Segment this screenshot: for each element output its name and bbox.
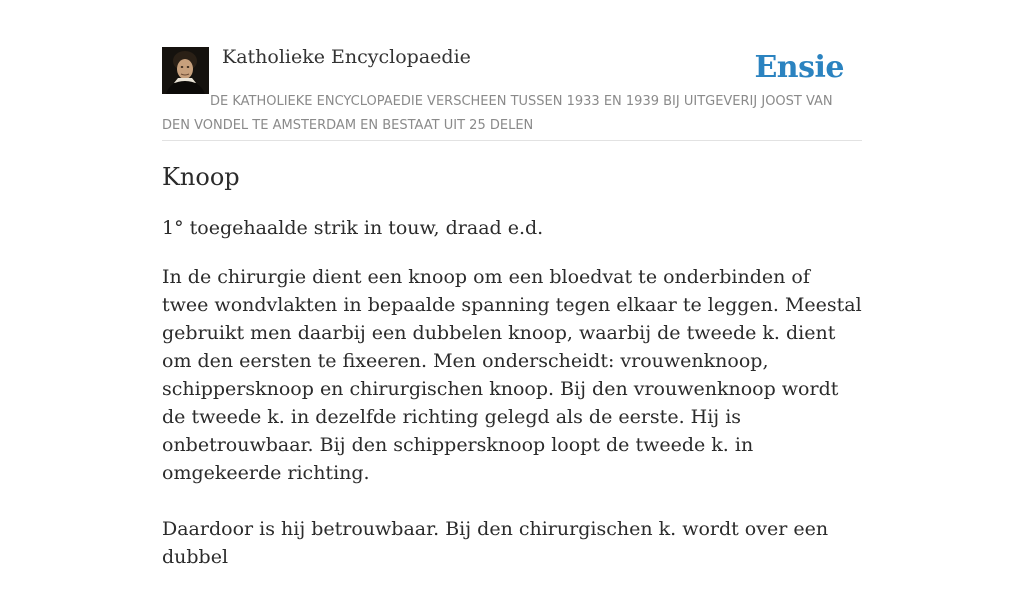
brand-logo[interactable]: Ensie (754, 50, 844, 85)
portrait-avatar-icon (162, 47, 209, 94)
article-body (162, 263, 862, 599)
article-definition: 1° toegehaalde strik in touw, draad e.d. (162, 217, 544, 239)
article-paragraph: In de chirurgie dient een knoop om een bloedvat te onderbinden of twee wondvlakten in bepaalde spanning tegen elkaar te leggen. Meestal gebruikt men daarbij een dubbelen knoop, waarbij de tweede k. dient om den eersten te fixeeren. Men onderscheidt: vrouwenknoop, schippersknoop en chirurgischen knoop. Bij den vrouwenknoop wordt de tweede k. in dezelfde richting gelegd als de eerste. Hij is onbetrouwbaar. Bij den schippersknoop loopt de tweede k. in omgekeerde richting. (162, 266, 862, 484)
page-container (162, 0, 862, 568)
article-title: Knoop (162, 163, 240, 191)
site-description: DE KATHOLIEKE ENCYCLOPAEDIE VERSCHEEN TUSSEN 1933 EN 1939 BIJ UITGEVERIJ JOOST VAN DEN VONDEL TE AMSTERDAM EN BESTAAT UIT 25 DELEN (162, 94, 833, 133)
header (162, 0, 862, 141)
article-paragraph: Daardoor is hij betrouwbaar. Bij den chirurgischen k. wordt over een dubbel (162, 518, 829, 568)
avatar[interactable] (162, 47, 209, 94)
site-title[interactable]: Katholieke Encyclopaedie (222, 46, 471, 68)
